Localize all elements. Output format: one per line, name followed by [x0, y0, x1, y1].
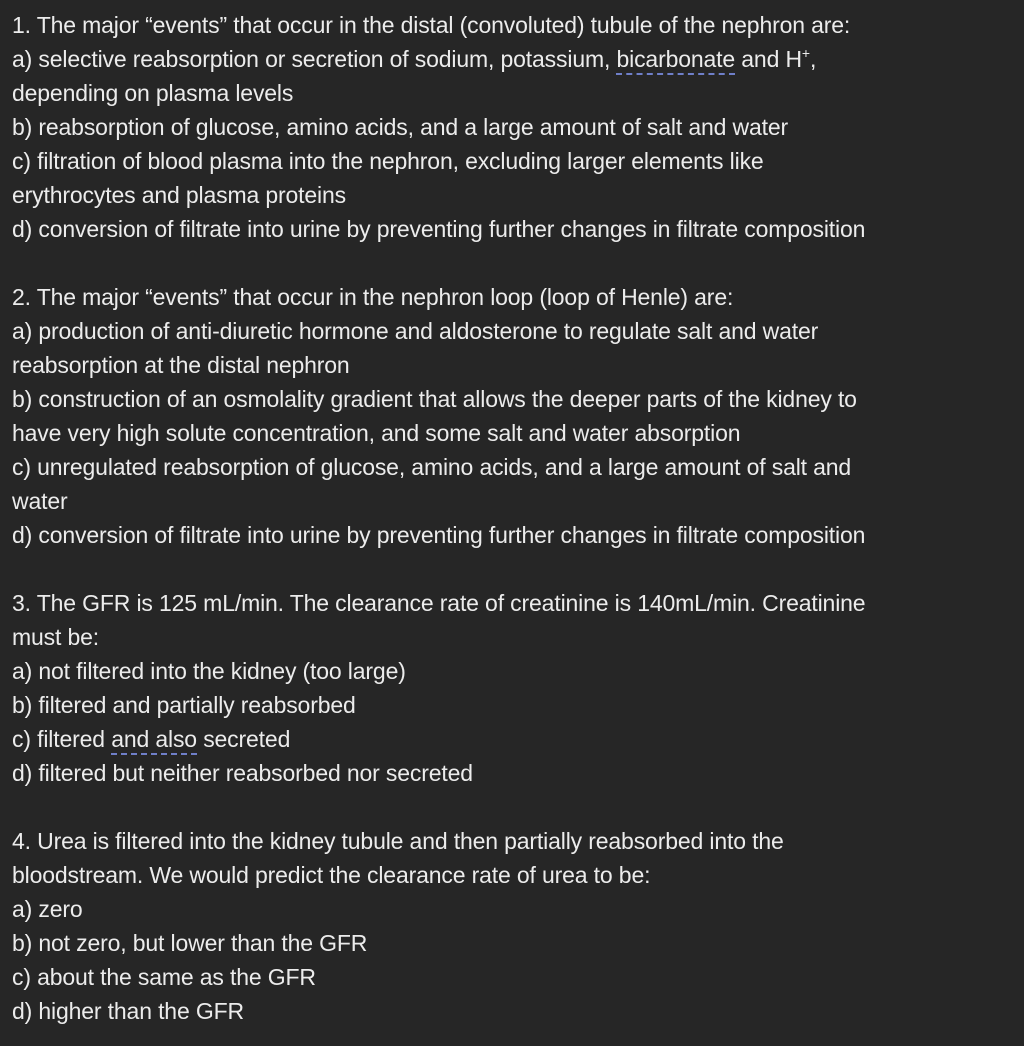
- option-c: c) unregulated reabsorption of glucose, amino acids, and a large amount of salt and: [12, 454, 852, 480]
- option-b: b) not zero, but lower than the GFR: [12, 930, 368, 956]
- question-stem: 4. Urea is filtered into the kidney tubule and then partially reabsorbed into the: [12, 828, 784, 854]
- option-d: d) higher than the GFR: [12, 998, 244, 1024]
- question-stem-continued: must be:: [12, 624, 100, 650]
- blank-line: [12, 552, 1024, 586]
- option-b: b) filtered and partially reabsorbed: [12, 692, 356, 718]
- option-text: ,: [809, 46, 817, 72]
- question-4: [12, 824, 1024, 1028]
- superscript: +: [801, 45, 810, 61]
- option-c: c) about the same as the GFR: [12, 964, 316, 990]
- option-text: a) selective reabsorption or secretion of sodium, potassium,: [12, 46, 617, 72]
- question-stem-continued: bloodstream. We would predict the clearance rate of urea to be:: [12, 862, 651, 888]
- question-3: [12, 586, 1024, 790]
- option-a: [12, 42, 1024, 76]
- option-a: a) production of anti-diuretic hormone and aldosterone to regulate salt and water: [12, 318, 819, 344]
- option-a-continued: depending on plasma levels: [12, 80, 294, 106]
- option-b: b) construction of an osmolality gradient that allows the deeper parts of the kidney to: [12, 386, 857, 412]
- blank-line: [12, 246, 1024, 280]
- option-b-continued: have very high solute concentration, and some salt and water absorption: [12, 420, 741, 446]
- question-1: [12, 8, 1024, 246]
- blank-line: [12, 790, 1024, 824]
- question-stem: 1. The major “events” that occur in the distal (convoluted) tubule of the nephron are:: [12, 12, 851, 38]
- option-text: c) filtered: [12, 726, 112, 752]
- option-d: d) conversion of filtrate into urine by preventing further changes in filtrate composition: [12, 216, 866, 242]
- spellcheck-flagged-phrase[interactable]: and also: [111, 726, 197, 755]
- question-stem: 3. The GFR is 125 mL/min. The clearance rate of creatinine is 140mL/min. Creatinine: [12, 590, 866, 616]
- option-d: d) filtered but neither reabsorbed nor secreted: [12, 760, 473, 786]
- option-text: secreted: [196, 726, 291, 752]
- option-a: a) not filtered into the kidney (too large): [12, 658, 406, 684]
- question-stem: 2. The major “events” that occur in the nephron loop (loop of Henle) are:: [12, 284, 734, 310]
- option-c-continued: water: [12, 488, 68, 514]
- option-a-continued: reabsorption at the distal nephron: [12, 352, 350, 378]
- option-d: d) conversion of filtrate into urine by preventing further changes in filtrate composition: [12, 522, 866, 548]
- option-b: b) reabsorption of glucose, amino acids, and a large amount of salt and water: [12, 114, 789, 140]
- option-a: a) zero: [12, 896, 83, 922]
- option-c: c) filtration of blood plasma into the nephron, excluding larger elements like: [12, 148, 764, 174]
- spellcheck-flagged-word[interactable]: bicarbonate: [616, 46, 735, 75]
- option-c: [12, 722, 1024, 756]
- question-2: [12, 280, 1024, 552]
- option-c-continued: erythrocytes and plasma proteins: [12, 182, 346, 208]
- option-text: and H: [735, 46, 802, 72]
